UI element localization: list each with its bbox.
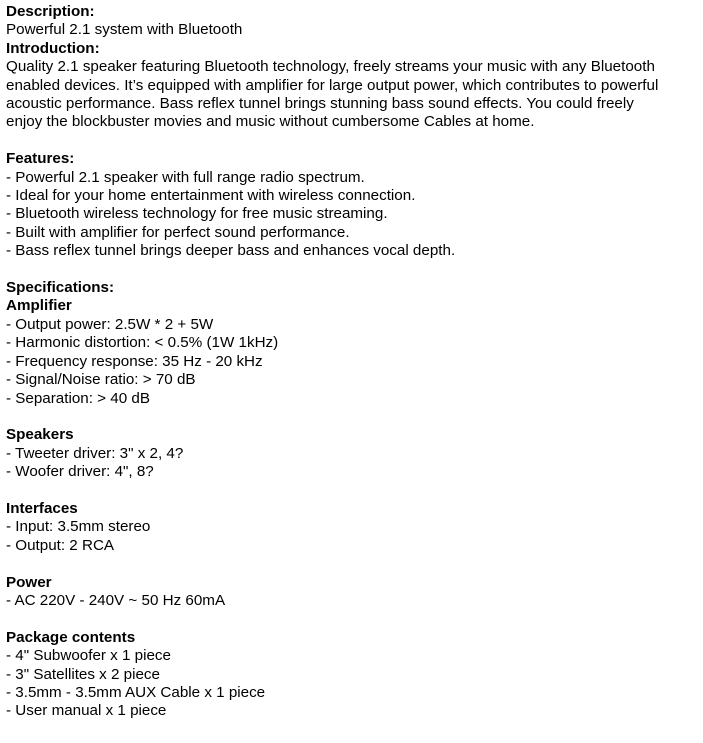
feature-item: - Bass reflex tunnel brings deeper bass and enhances vocal depth.	[6, 242, 456, 260]
introduction-section	[6, 40, 700, 132]
product-document	[6, 3, 700, 721]
spacer	[6, 261, 700, 279]
feature-item: - Ideal for your home entertainment with wireless connection.	[6, 187, 416, 205]
package-heading: Package contents	[6, 628, 136, 646]
speakers-heading: Speakers	[6, 426, 74, 444]
spacer	[6, 132, 700, 150]
specifications-section	[6, 279, 700, 721]
feature-item: - Powerful 2.1 speaker with full range radio spectrum.	[6, 168, 365, 186]
spacer	[6, 482, 700, 500]
spec-item: - Woofer driver: 4", 8?	[6, 463, 154, 481]
package-item: - 3" Satellites x 2 piece	[6, 665, 160, 683]
spec-item: - Separation: > 40 dB	[6, 389, 150, 407]
interfaces-heading: Interfaces	[6, 499, 78, 517]
feature-item: - Built with amplifier for perfect sound performance.	[6, 223, 350, 241]
amplifier-group	[6, 297, 700, 407]
features-heading: Features:	[6, 150, 75, 168]
specifications-heading: Specifications:	[6, 279, 115, 297]
spec-item: - Input: 3.5mm stereo	[6, 518, 151, 536]
introduction-line: Quality 2.1 speaker featuring Bluetooth technology, freely streams your music with any Bluetooth	[6, 58, 655, 76]
spec-item: - Frequency response: 35 Hz - 20 kHz	[6, 352, 263, 370]
power-heading: Power	[6, 573, 52, 591]
introduction-line: acoustic performance. Bass reflex tunnel brings stunning bass sound effects. You could freely	[6, 95, 634, 113]
spacer	[6, 555, 700, 573]
introduction-heading: Introduction:	[6, 39, 100, 57]
spec-item: - Tweeter driver: 3" x 2, 4?	[6, 444, 184, 462]
package-item: - 3.5mm - 3.5mm AUX Cable x 1 piece	[6, 683, 266, 701]
spacer	[6, 610, 700, 628]
spacer	[6, 408, 700, 426]
introduction-line: enabled devices. It’s equipped with amplifier for large output power, which contributes to powerful	[6, 76, 659, 94]
package-group	[6, 629, 700, 721]
package-item: - User manual x 1 piece	[6, 702, 167, 720]
features-section	[6, 150, 700, 260]
spec-item: - Output power: 2.5W * 2 + 5W	[6, 315, 214, 333]
amplifier-heading: Amplifier	[6, 297, 72, 315]
spec-item: - Output: 2 RCA	[6, 536, 115, 554]
description-section	[6, 3, 700, 40]
feature-item: - Bluetooth wireless technology for free music streaming.	[6, 205, 388, 223]
introduction-line: enjoy the blockbuster movies and music without cumbersome Cables at home.	[6, 113, 535, 131]
spec-item: - AC 220V - 240V ~ 50 Hz 60mA	[6, 591, 226, 609]
package-item: - 4" Subwoofer x 1 piece	[6, 647, 171, 665]
description-heading: Description:	[6, 3, 95, 20]
speakers-group	[6, 426, 700, 481]
power-group	[6, 574, 700, 611]
spec-item: - Signal/Noise ratio: > 70 dB	[6, 371, 196, 389]
interfaces-group	[6, 500, 700, 555]
spec-item: - Harmonic distortion: < 0.5% (1W 1kHz)	[6, 334, 279, 352]
description-text: Powerful 2.1 system with Bluetooth	[6, 21, 243, 39]
